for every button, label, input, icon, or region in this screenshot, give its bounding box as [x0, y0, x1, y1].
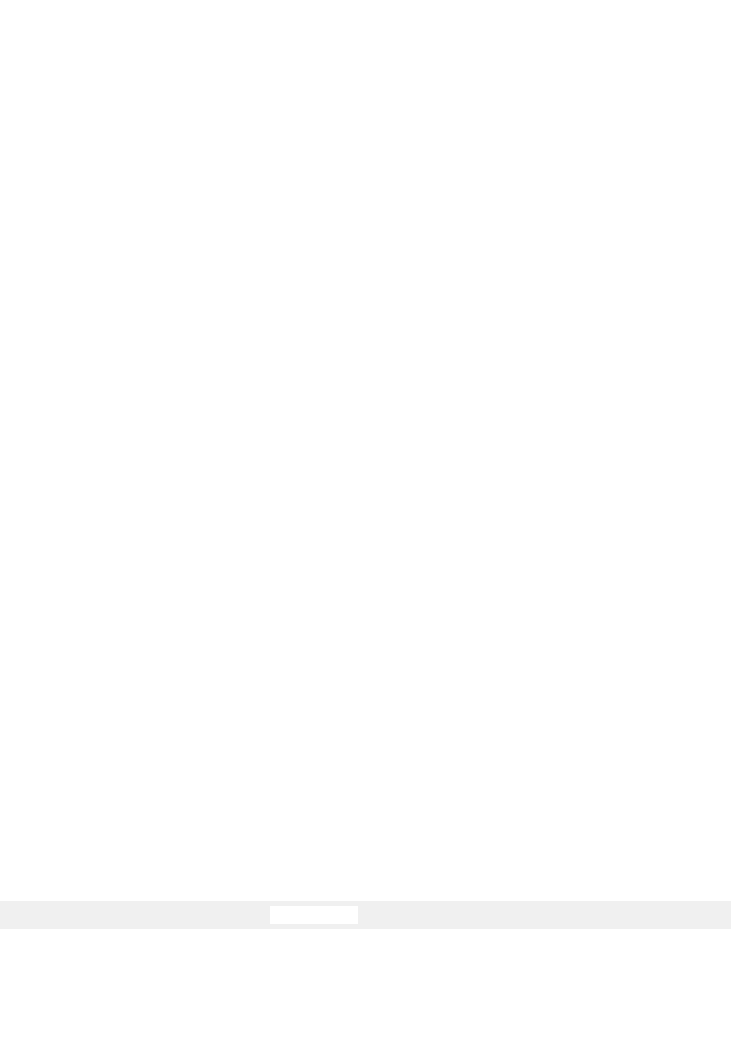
draw-time-footer [0, 1007, 731, 1037]
plus-icon [549, 934, 621, 1000]
result-title-bar [0, 901, 731, 929]
result-blank-box [270, 906, 358, 924]
result-balls [0, 934, 731, 1000]
